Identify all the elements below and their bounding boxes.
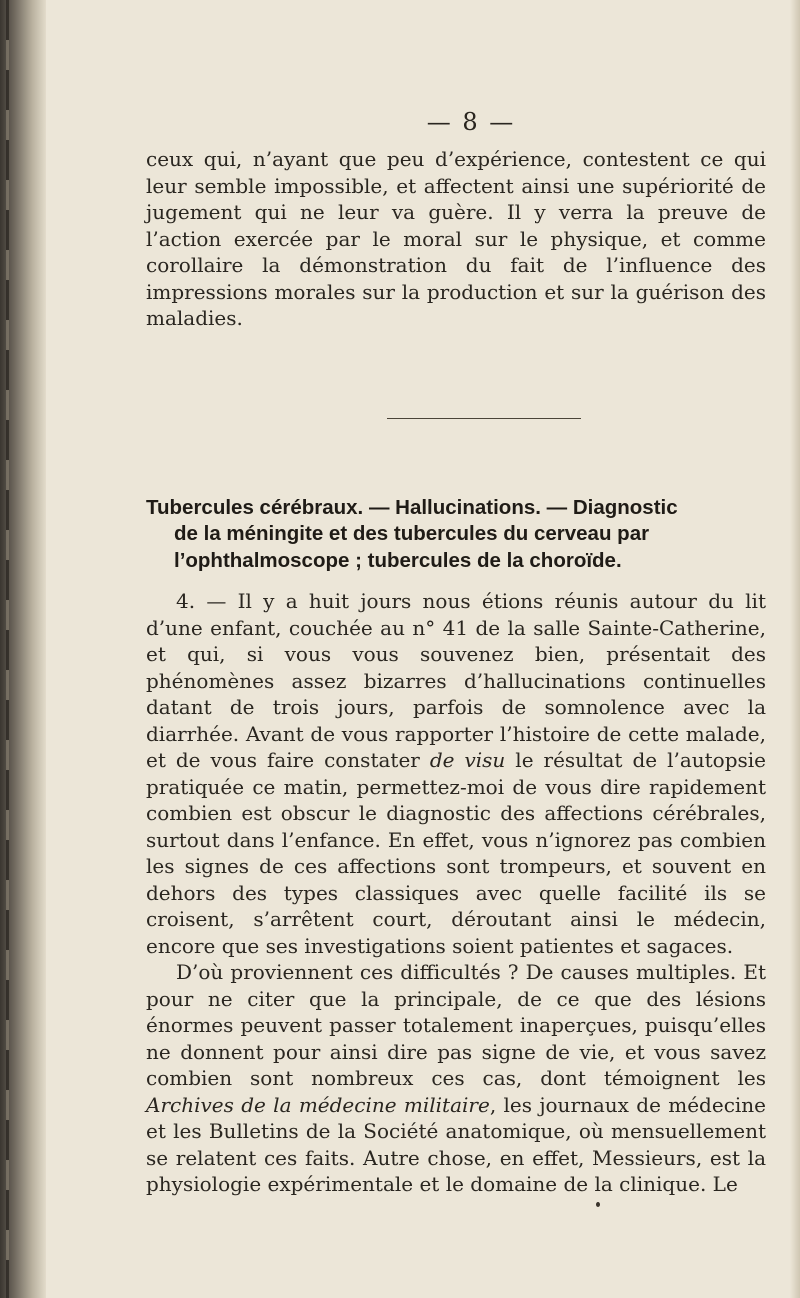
intro-paragraph: ceux qui, n’ayant que peu d’expérience, contestent ce qui leur semble impossible, et affectent ainsi une supériorité de jugement qui ne leur va guère. Il y verra la preuve de l’action exercée par le moral sur le physique, et comme corollaire la démonstration du fait de l’influence des impressions morales sur la production et sur la guérison des maladies.: [146, 147, 766, 330]
section-heading-line2: de la méningite et des tubercules du cerveau par l’ophthalmoscope ; tubercules de la choroïde.: [174, 522, 650, 572]
paper-speck: [596, 1202, 600, 1207]
book-binding-edge: [0, 0, 46, 1298]
page-number: — 8 —: [426, 108, 516, 136]
paragraph-4-text-b: le résultat de l’autopsie pratiquée ce matin, permettez-moi de vous dire rapidement combien est obscur le diagnostic des affections cérébrales, surtout dans l’enfance. En effet, vous n’ignorez pas combien les signes de ces affections sont trompeurs, et souvent en dehors des types classiques avec quelle facilité ils se croisent, s’arrêtent court, déroutant ainsi le médecin, encore que ses investigations soient patientes et sagaces.: [146, 748, 767, 958]
section-heading: [146, 495, 766, 575]
book-page: [146, 108, 766, 1198]
paragraph-4: [146, 588, 766, 959]
paragraph-4-text-a: 4. — Il y a huit jours nous étions réunis autour du lit d’une enfant, couchée au n° 41 de la salle Sainte-Catherine, et qui, si vous vous souvenez bien, présentait des phénomènes assez bizarres d’hallucinations continuelles datant de trois jours, parfois de somnolence avec la diarrhée. Avant de vous rapporter l’histoire de cette malade, et de vous faire constater: [146, 589, 766, 772]
section-heading-line1: Tubercules cérébraux. — Hallucinations. — Diagnostic: [146, 495, 678, 519]
paragraph-4-italic: de visu: [429, 748, 506, 772]
paragraph-difficulties-italic: Archives de la médecine militaire: [146, 1092, 490, 1117]
paragraph-difficulties-text-a: D’où proviennent ces difficultés ? De causes multiples. Et pour ne citer que la principale, de ce que des lésions énormes peuvent passer totalement inaperçues, puisqu’elles ne donnent pour ainsi dire pas signe de vie, et vous savez combien sont nombreux ces cas, dont témoignent les: [146, 960, 766, 1090]
section-divider: [387, 418, 581, 419]
paragraph-difficulties-text-b: , les journaux de médecine et les Bulletins de la Société anatomique, où mensuellement se relatent ces faits. Autre chose, en effet, Messieurs, est la physiologie expérimentale et le domaine de la clinique. Le: [146, 1092, 767, 1196]
page-right-edge: [790, 0, 800, 1298]
paragraph-difficulties: [146, 959, 766, 1198]
